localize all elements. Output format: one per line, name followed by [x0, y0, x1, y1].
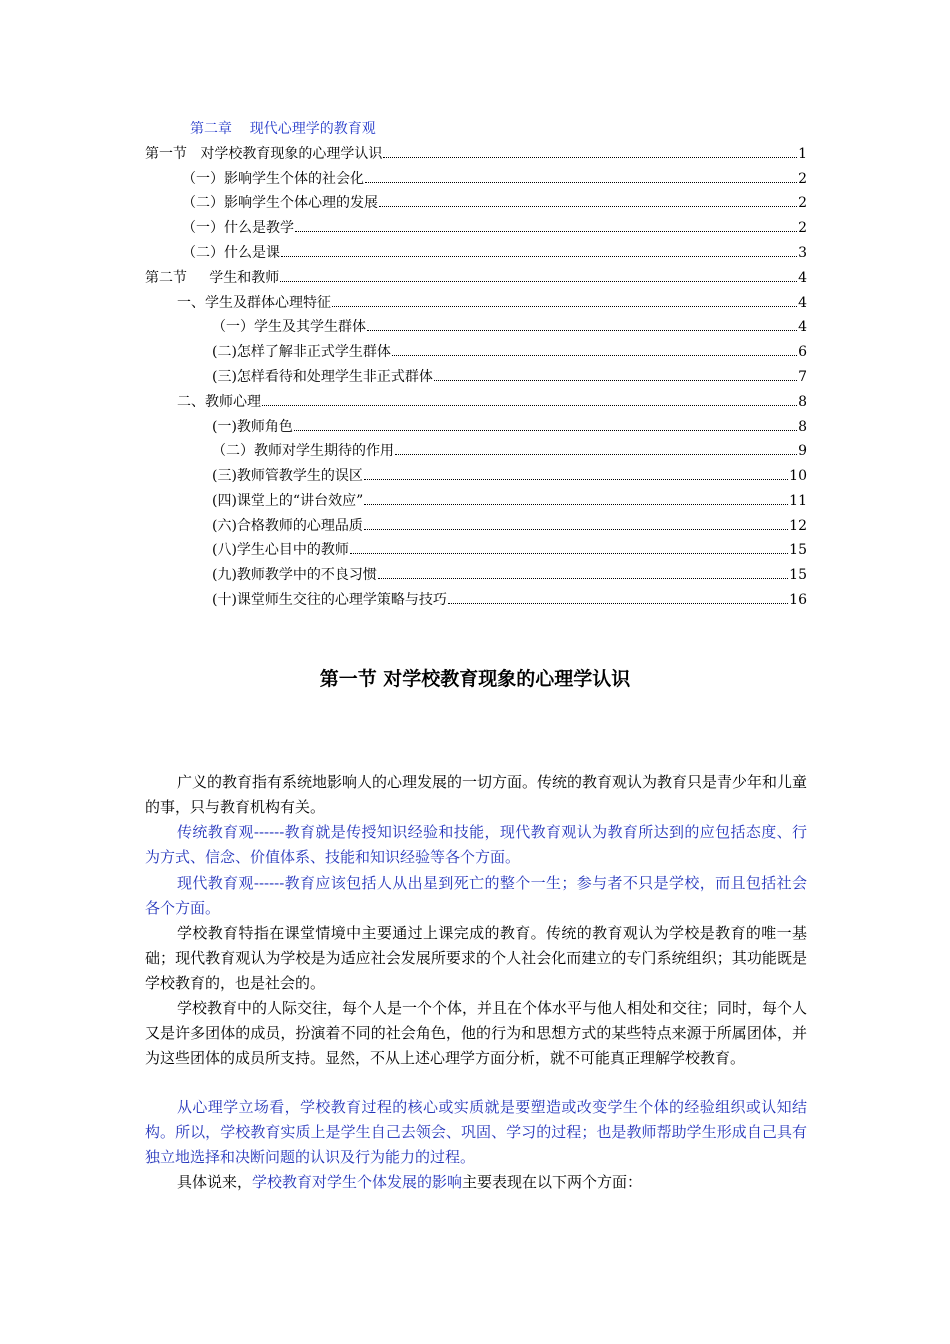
toc-entry[interactable] [212, 418, 807, 436]
toc-leader [448, 602, 788, 604]
toc-entry-page: 3 [798, 245, 807, 261]
toc-leader [295, 230, 797, 232]
toc-entry[interactable] [212, 492, 807, 510]
toc-leader [383, 156, 797, 158]
toc-entry-title: (八)学生心目中的教师 [212, 542, 349, 558]
toc-entry-title: 二、教师心理 [177, 394, 261, 410]
toc-leader [262, 404, 797, 406]
toc-entry-title: 第二节 学生和教师 [145, 270, 280, 286]
toc-entry-page: 6 [798, 344, 807, 360]
toc-leader [364, 478, 788, 480]
toc-entry-page: 15 [789, 542, 807, 558]
toc-entry-page: 8 [798, 419, 807, 435]
paragraph-1: 广义的教育指有系统地影响人的心理发展的一切方面。传统的教育观认为教育只是青少年和儿童的事，只与教育机构有关。 [145, 773, 808, 816]
toc-leader [281, 255, 797, 257]
toc-entry-title: (二)怎样了解非正式学生群体 [212, 344, 391, 360]
toc-entry-title: （二）什么是课 [182, 245, 280, 261]
toc-entry-page: 11 [789, 493, 807, 509]
toc-entry[interactable] [145, 269, 807, 287]
toc-entry[interactable] [182, 219, 807, 237]
toc-leader [378, 577, 788, 579]
toc-leader [364, 503, 788, 505]
toc-entry-page: 15 [789, 567, 807, 583]
toc-entry[interactable] [145, 145, 807, 163]
paragraph-7-lead: 具体说来， [177, 1173, 253, 1191]
section-title: 第一节 对学校教育现象的心理学认识 [319, 668, 631, 690]
toc-entry-page: 4 [798, 319, 807, 335]
toc-entry-page: 7 [798, 369, 807, 385]
paragraph-5: 学校教育中的人际交往，每个人是一个个体，并且在个体水平与他人相处和交往；同时，每个人又是许多团体的成员，扮演着不同的社会角色，他的行为和思想方式的某些特点来源于所属团体，并为这些团体的成员所支持。显然，不从上述心理学方面分析，就不可能真正理解学校教育。 [145, 999, 808, 1067]
toc-entry[interactable] [212, 318, 807, 336]
toc-leader [332, 305, 797, 307]
paragraph-3: 现代教育观------教育应该包括人从出星到死亡的整个一生；参与者不只是学校，而且包括社会各个方面。 [145, 874, 807, 917]
toc-entry[interactable] [212, 442, 807, 460]
toc-entry-page: 8 [798, 394, 807, 410]
paragraph-4: 学校教育特指在课堂情境中主要通过上课完成的教育。传统的教育观认为学校是教育的唯一基础；现代教育观认为学校是为适应社会发展所要求的个人社会化而建立的专门系统组织；其功能既是学校教育的，也是社会的。 [145, 924, 807, 992]
toc-leader [350, 552, 788, 554]
toc-entry-page: 10 [789, 468, 807, 484]
toc-entry[interactable] [212, 517, 807, 535]
toc-entry-title: (十)课堂师生交往的心理学策略与技巧 [212, 592, 447, 608]
toc-entry-page: 4 [798, 270, 807, 286]
toc-leader [392, 354, 797, 356]
chapter-title: 第二章 现代心理学的教育观 [190, 121, 376, 137]
toc-entry-title: (六)合格教师的心理品质 [212, 518, 363, 534]
toc-entry-page: 2 [798, 195, 807, 211]
toc-leader [280, 280, 797, 282]
toc-entry[interactable] [212, 467, 807, 485]
toc-entry[interactable] [212, 368, 807, 386]
toc-entry[interactable] [182, 244, 807, 262]
paragraph-7-tail: 主要表现在以下两个方面： [462, 1173, 643, 1191]
toc-entry[interactable] [177, 393, 807, 411]
toc-entry-page: 2 [798, 220, 807, 236]
toc-entry-title: （一）影响学生个体的社会化 [182, 171, 364, 187]
toc-entry-title: (九)教师教学中的不良习惯 [212, 567, 377, 583]
toc-entry-title: （一）学生及其学生群体 [212, 319, 366, 335]
toc-entry[interactable] [212, 566, 807, 584]
toc-leader [364, 528, 788, 530]
toc-leader [395, 453, 797, 455]
toc-entry-title: 一、学生及群体心理特征 [177, 295, 331, 311]
toc-entry-page: 16 [789, 592, 807, 608]
toc-entry[interactable] [182, 194, 807, 212]
toc-entry[interactable] [212, 343, 807, 361]
toc-entry-title: (一)教师角色 [212, 419, 293, 435]
toc-entry-title: (三)怎样看待和处理学生非正式群体 [212, 369, 433, 385]
toc-entry-title: （二）影响学生个体心理的发展 [182, 195, 378, 211]
toc-leader [434, 379, 797, 381]
paragraph-6: 从心理学立场看，学校教育过程的核心或实质就是要塑造或改变学生个体的经验组织或认知结构。所以，学校教育实质上是学生自己去领会、巩固、学习的过程；也是教师帮助学生形成自己具有独立地选择和决断问题的认识及行为能力的过程。 [145, 1098, 807, 1166]
toc-leader [367, 329, 797, 331]
toc-entry-page: 4 [798, 295, 807, 311]
toc-leader [365, 181, 797, 183]
toc-entry-page: 12 [789, 518, 807, 534]
toc-leader [379, 205, 797, 207]
paragraph-7-highlight: 学校教育对学生个体发展的影响 [252, 1173, 463, 1191]
toc-entry-page: 1 [798, 146, 807, 162]
toc-entry-title: (四)课堂上的“讲台效应” [212, 493, 364, 509]
toc-entry-title: （一）什么是教学 [182, 220, 294, 236]
paragraph-2: 传统教育观------教育就是传授知识经验和技能，现代教育观认为教育所达到的应包括态度、行为方式、信念、价值体系、技能和知识经验等各个方面。 [145, 823, 807, 866]
toc-leader [294, 429, 797, 431]
toc-entry-title: (三)教师管教学生的误区 [212, 468, 363, 484]
toc-entry[interactable] [182, 170, 807, 188]
toc-entry-page: 9 [798, 443, 807, 459]
toc-entry-title: 第一节 对学校教育现象的心理学认识 [145, 146, 383, 162]
toc-entry[interactable] [212, 541, 807, 559]
toc-entry-title: （二）教师对学生期待的作用 [212, 443, 394, 459]
paragraph-7 [145, 1170, 807, 1195]
toc-entry-page: 2 [798, 171, 807, 187]
toc-entry[interactable] [177, 294, 807, 312]
toc-entry[interactable] [212, 591, 807, 609]
